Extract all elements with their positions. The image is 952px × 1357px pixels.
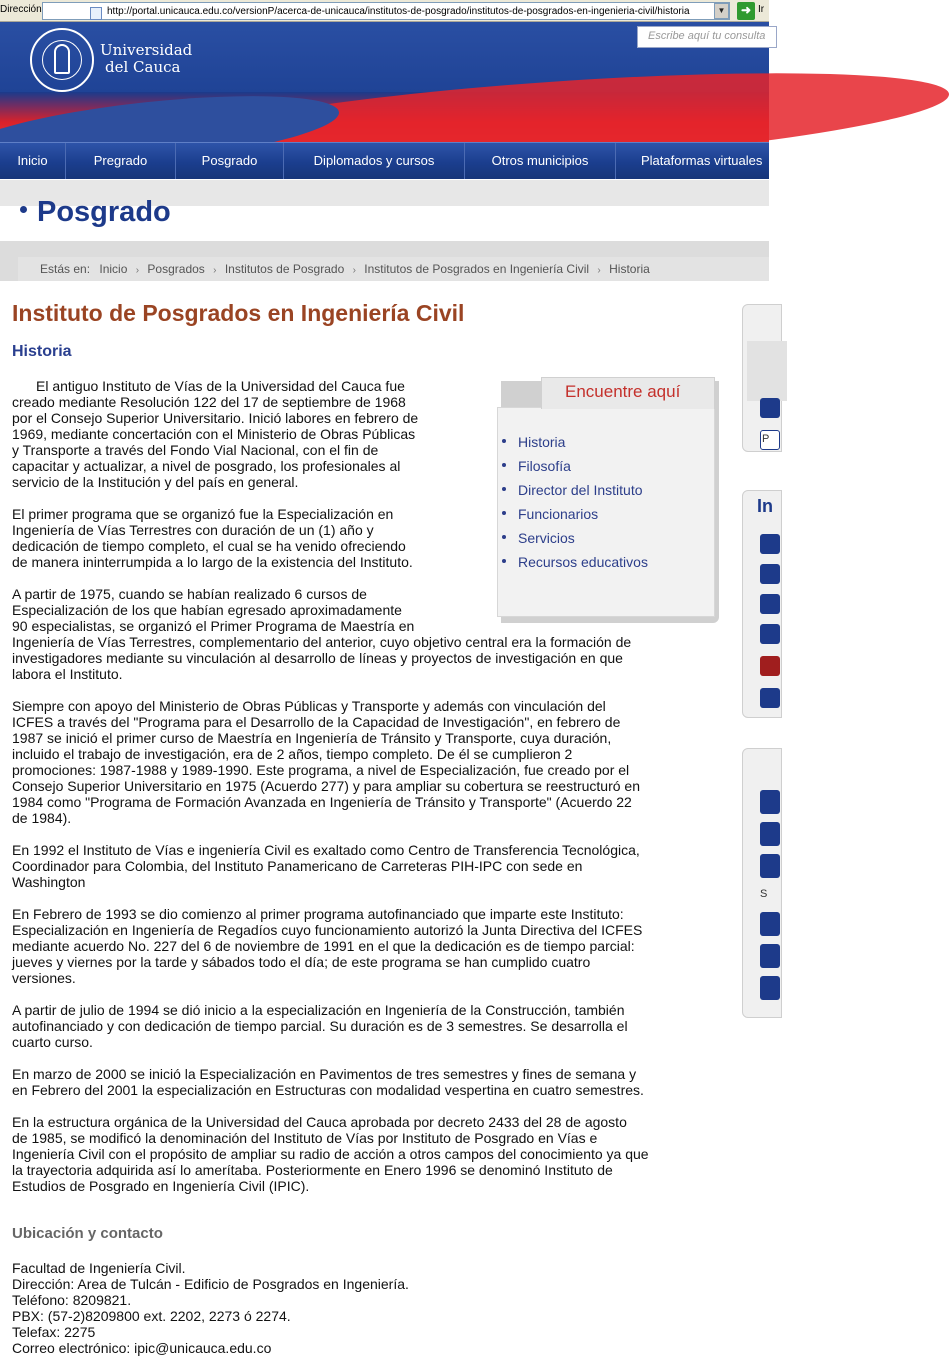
breadcrumb-posgrados[interactable]: Posgrados (147, 262, 205, 276)
breadcrumb-separator-icon: › (213, 265, 217, 276)
nav-posgrado[interactable]: Posgrado (176, 143, 284, 179)
seal-emblem (54, 44, 70, 74)
text-line: ICFES a través del "Programa para el Desarrollo de la Capacidad de Investigación", en febrero de (12, 714, 621, 730)
text-line: 1984 como "Programa de Formación Avanzada en Ingeniería de Tránsito y Transporte" (Acuerdo 22 (12, 794, 632, 810)
finder-item-historia[interactable] (502, 434, 565, 450)
address-dropdown-icon[interactable]: ▼ (714, 3, 729, 19)
text-line: incluido el trabajo de investigación, era de 2 años, tiempo completo. De él se cumplieron 2 (12, 746, 573, 762)
text-line: El antiguo Instituto de Vías de la Universidad del Cauca fue (36, 378, 405, 394)
right-panel-1-letter: P (762, 433, 770, 445)
right-panel-2-item[interactable] (760, 688, 780, 708)
paragraph-6 (12, 906, 642, 986)
text-line: por el Consejo Superior Universitario. Inició labores en febrero de (12, 410, 419, 426)
paragraph-4 (12, 698, 640, 826)
text-line: mediante acuerdo No. 227 del 6 de noviembre de 1991 en el que la dedicación es de tiempo parcial: (12, 938, 635, 954)
right-panel-1-button[interactable] (760, 398, 780, 418)
contact-line: PBX: (57-2)8209800 ext. 2202, 2273 ó 2274. (12, 1308, 291, 1324)
text-line: servicio de la Institución y del país en general. (12, 474, 299, 490)
nav-pregrado[interactable]: Pregrado (66, 143, 176, 179)
contact-email[interactable]: Correo electrónico: ipic@unicauca.edu.co (12, 1340, 272, 1356)
right-panel-2-item[interactable] (760, 656, 780, 676)
right-panel-2-title: In (757, 496, 773, 516)
text-line: En marzo de 2000 se inició la Especialización en Pavimentos de tres semestres y fines de semana y (12, 1066, 637, 1082)
text-line: 1987 se inició el primer curso de Maestría en Ingeniería de Tránsito y Transporte, cuya duración, (12, 730, 612, 746)
finder-item-label: Historia (518, 434, 566, 450)
bullet-icon (502, 511, 506, 515)
text-line: En la estructura orgánica de la Universidad del Cauca aprobada por decreto 2433 del 28 de agosto (12, 1114, 627, 1130)
text-line: Coordinador para Colombia, del Instituto Panamericano de Carreteras PIH-IPC con sede en (12, 858, 583, 874)
text-line: labora el Instituto. (12, 666, 123, 682)
address-input[interactable] (42, 2, 730, 20)
finder-item-label: Funcionarios (518, 506, 599, 522)
university-name-line2: del Cauca (105, 58, 181, 76)
text-line: Especialización en Ingeniería de Regadíos cuyo funcionamiento autorizó la Junta Directiva del ICFES (12, 922, 643, 938)
text-line: Consejo Superior Universitario en 1975 (Acuerdo 277) y para ampliar su cobertura se reestructuró en (12, 778, 640, 794)
text-line: El primer programa que se organizó fue la Especialización en (12, 506, 394, 522)
right-panel-3-item[interactable] (760, 944, 780, 968)
contact-line: Teléfono: 8209821. (12, 1292, 132, 1308)
text-line: jueves y viernes por la tarde y sábados todo el día; de este programa se han cumplido cuatro (12, 954, 591, 970)
right-panel-3-item[interactable] (760, 854, 780, 878)
university-name-line1: Universidad (100, 41, 193, 59)
address-label: Dirección (0, 4, 42, 15)
finder-title: Encuentre aquí (565, 382, 681, 401)
paragraph-7 (12, 1002, 628, 1050)
paragraph-8 (12, 1066, 644, 1098)
text-line: y Transporte a través del Fondo Vial Nacional, con el fin de (12, 442, 379, 458)
right-panel-2-item[interactable] (760, 624, 780, 644)
breadcrumb-historia: Historia (609, 262, 650, 276)
nav-otros-municipios[interactable]: Otros municipios (465, 143, 616, 179)
bullet-icon (502, 463, 506, 467)
right-panel-2-item[interactable] (760, 564, 780, 584)
right-panel-3-item[interactable] (760, 912, 780, 936)
breadcrumb-separator-icon: › (597, 265, 601, 276)
text-line: la trayectoria adquirida así lo amerítaba. Posteriormente en Enero 1996 se denominó Instituto de (12, 1162, 613, 1178)
text-line: versiones. (12, 970, 76, 986)
finder-item-label: Recursos educativos (518, 554, 648, 570)
text-line: En Febrero de 1993 se dio comienzo al primer programa autofinanciado que imparte este Instituto: (12, 906, 624, 922)
text-line: Ingeniería Civil con el propósito de ampliar su radio de acción a otros campos del conocimiento ya que (12, 1146, 649, 1162)
section-bullet-icon (20, 206, 27, 213)
right-panel-2-item[interactable] (760, 534, 780, 554)
address-url: http://portal.unicauca.edu.co/versionP/acerca-de-unicauca/institutos-de-posgrado/institutos-de-posgrados-en-ingenieria-civil/historia (107, 6, 690, 17)
bullet-icon (502, 559, 506, 563)
text-line: investigadores mediante su vinculación al desarrollo de líneas y proyectos de investigación en que (12, 650, 623, 666)
text-line: Ingeniería de Vías Terrestres con duración de un (1) año y (12, 522, 374, 538)
university-name[interactable] (100, 42, 192, 76)
text-line: de 1985, se modificó la denominación del Instituto de Vías por Instituto de Posgrado en Vías e (12, 1130, 598, 1146)
contact-line: Facultad de Ingeniería Civil. (12, 1260, 186, 1276)
page-title: Instituto de Posgrados en Ingeniería Civil (12, 300, 465, 326)
bullet-icon (502, 487, 506, 491)
text-line: Especialización de los que habían egresado aproximadamente (12, 602, 402, 618)
text-line: A partir de 1975, cuando se habían realizado 6 cursos de (12, 586, 367, 602)
right-panel-1-image (747, 341, 787, 401)
finder-item-servicios[interactable] (502, 530, 575, 546)
nav-diplomados[interactable]: Diplomados y cursos (284, 143, 465, 179)
text-line: promociones: 1987-1988 y 1989-1990. Este programa, a nivel de Especialización, fue creado por el (12, 762, 630, 778)
breadcrumb-label: Estás en: (40, 262, 91, 276)
section-title-text: Posgrado (37, 196, 171, 228)
text-line: A partir de julio de 1994 se dió inicio a la especialización en Ingeniería de la Construcción, también (12, 1002, 625, 1018)
nav-plataformas-virtuales[interactable]: Plataformas virtuales (641, 153, 763, 168)
breadcrumb-inicio[interactable]: Inicio (99, 262, 128, 276)
text-line: en Febrero del 2001 la especialización en Estructuras con modalidad vespertina en cuatro semestres. (12, 1082, 644, 1098)
bullet-icon (502, 439, 506, 443)
text-line: Estudios de Posgrado en Ingeniería Civil (IPIC). (12, 1178, 310, 1194)
right-panel-3-item[interactable] (760, 976, 780, 1000)
text-line: Siempre con apoyo del Ministerio de Obras Públicas y Transporte y además con vinculación del (12, 698, 606, 714)
finder-item-filosofia[interactable] (502, 458, 571, 474)
finder-box (497, 377, 719, 623)
breadcrumb-institutos[interactable]: Institutos de Posgrado (224, 262, 345, 276)
text-line: Washington (12, 874, 86, 890)
text-line: En 1992 el Instituto de Vías e ingeniería Civil es exaltado como Centro de Transferencia Tecnológica, (12, 842, 640, 858)
section-title (20, 196, 171, 236)
paragraph-1 (12, 378, 418, 490)
go-label[interactable]: Ir (758, 4, 765, 15)
text-line: capacitar y actualizar, a nivel de posgrado, los profesionales al (12, 458, 401, 474)
text-line: dedicación de tiempo completo, el cual se ha venido ofreciendo (12, 538, 406, 554)
finder-item-label: Director del Instituto (518, 482, 643, 498)
finder-item-recursos[interactable] (502, 554, 648, 570)
contact-line: Telefax: 2275 (12, 1324, 96, 1340)
text-line: 1969, mediante concertación con el Ministerio de Obras Públicas (12, 426, 416, 442)
paragraph-9 (12, 1114, 649, 1194)
text-line: autofinanciado y con dedicación de tiempo parcial. Su duración es de 3 semestres. Se desarrolla el (12, 1018, 628, 1034)
text-line: de manera ininterrumpida a lo largo de la existencia del Instituto. (12, 554, 413, 570)
finder-item-director[interactable] (502, 482, 643, 498)
right-panel-3-item[interactable] (760, 822, 780, 846)
browser-address-bar (0, 0, 769, 22)
right-panel-3-letter: S (760, 888, 768, 900)
text-line: 90 especialistas, se organizó el Primer Programa de Maestría en (12, 618, 415, 634)
go-arrow-icon[interactable]: ➜ (737, 2, 755, 20)
contact-line: Dirección: Area de Tulcán - Edificio de Posgrados en Ingeniería. (12, 1276, 409, 1292)
breadcrumb-separator-icon: › (352, 265, 356, 276)
breadcrumb-ingenieria-civil[interactable]: Institutos de Posgrados en Ingeniería Civil (364, 262, 590, 276)
finder-item-label: Servicios (518, 530, 575, 546)
text-line: Ingeniería de Vías Terrestres, complementario del anterior, cuyo objetivo central era la formación de (12, 634, 632, 650)
right-panel-3-item[interactable] (760, 790, 780, 814)
page-icon (90, 7, 102, 20)
right-panel-2-item[interactable] (760, 594, 780, 614)
text-line: de 1984). (12, 810, 72, 826)
university-seal-logo[interactable] (30, 28, 94, 92)
contact-title: Ubicación y contacto (12, 1225, 163, 1242)
section-subtitle: Historia (12, 343, 72, 360)
breadcrumb-separator-icon: › (135, 265, 140, 276)
bullet-icon (502, 535, 506, 539)
text-line: cuarto curso. (12, 1034, 93, 1050)
main-nav (0, 142, 769, 179)
site-header (0, 22, 769, 142)
paragraph-5 (12, 842, 640, 890)
finder-body (497, 407, 715, 617)
finder-item-funcionarios[interactable] (502, 506, 598, 522)
breadcrumb (40, 262, 650, 276)
paragraph-2 (12, 506, 413, 570)
search-input[interactable]: Escribe aquí tu consulta (637, 26, 777, 48)
finder-item-label: Filosofía (518, 458, 571, 474)
text-line: creado mediante Resolución 122 del 17 de septiembre de 1968 (12, 394, 406, 410)
nav-inicio[interactable]: Inicio (0, 143, 66, 179)
